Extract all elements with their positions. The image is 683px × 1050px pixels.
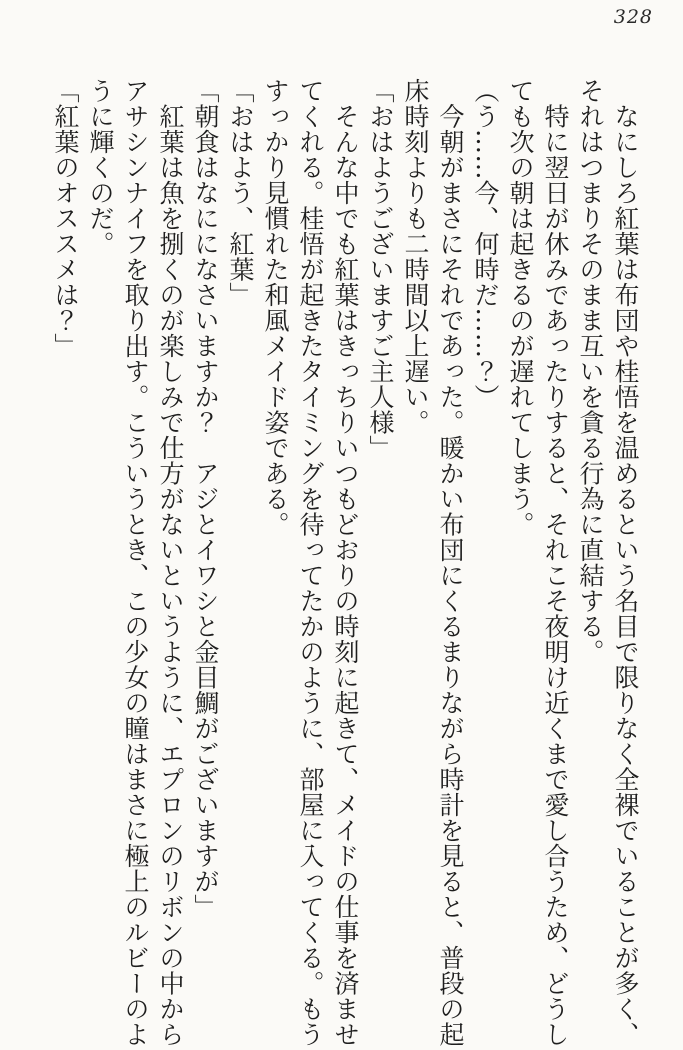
text-line: 「おはよう、紅葉」 (226, 78, 255, 308)
text-line: そんな中でも紅葉はきっちりいつもどおりの時刻に起きて、メイドの仕事を済ませ (331, 78, 360, 1047)
text-line: ても次の朝は起きるのが遅れてしまう。 (506, 78, 535, 537)
text-line: それはつまりそのまま互いを貪る行為に直結する。 (576, 78, 605, 665)
text-line: 「おはようございますご主人様」 (366, 78, 395, 461)
text-line: 「朝食はなにになさいますか？ アジとイワシと金目鯛がございますが」 (191, 78, 220, 920)
text-line: 「紅葉のオススメは？」 (51, 78, 80, 359)
text-line: うに輝くのだ。 (86, 78, 115, 257)
page-text (48, 78, 643, 1047)
text-line: アサシンナイフを取り出す。こういうとき、この少女の瞳はまさに極上のルビーのよ (121, 78, 150, 1047)
text-line: 特に翌日が休みであったりすると、それこそ夜明け近くまで愛し合うため、どうし (541, 78, 570, 1047)
text-line: （う……今、何時だ……？） (471, 78, 500, 410)
text-line: すっかり見慣れた和風メイド姿である。 (261, 78, 290, 537)
text-line: 紅葉は魚を捌くのが楽しみで仕方がないというように、エプロンのリボンの中から (156, 78, 185, 1047)
text-line: てくれる。桂悟が起きたタイミングを待ってたかのように、部屋に入ってくる。もう (296, 78, 325, 1047)
text-line: 床時刻よりも二時間以上遅い。 (401, 78, 430, 435)
text-line: なにしろ紅葉は布団や桂悟を温めるという名目で限りなく全裸でいることが多く、 (611, 78, 640, 1047)
text-line: 今朝がまさにそれであった。暖かい布団にくるまりながら時計を見ると、普段の起 (436, 78, 465, 1047)
page-number: 328 (613, 6, 653, 28)
